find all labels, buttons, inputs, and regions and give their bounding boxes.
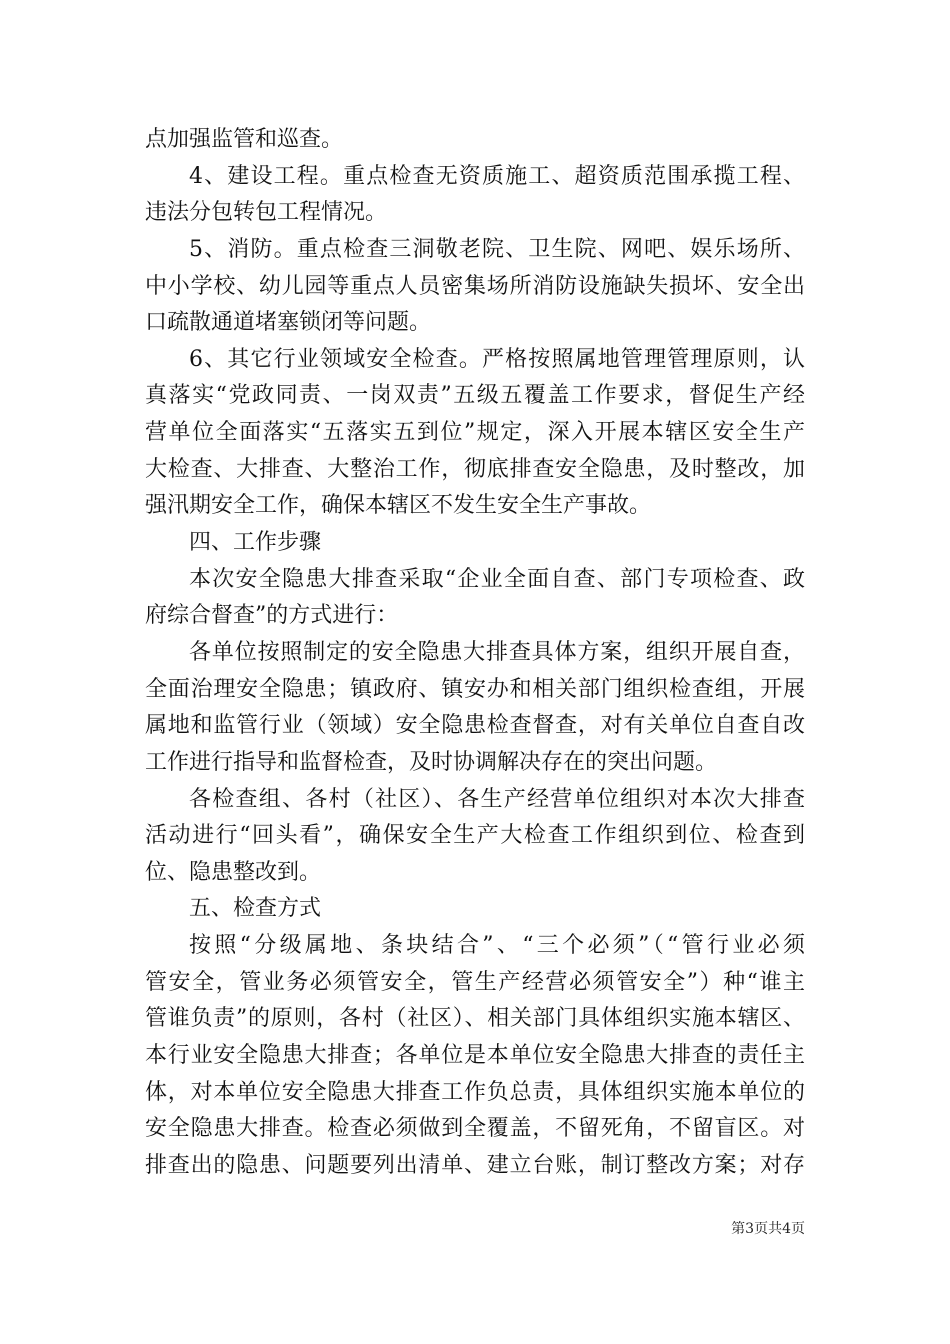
paragraph: [145, 635, 805, 782]
text-line: 工作进行指导和监督检查，及时协调解决存在的突出问题。: [145, 749, 718, 775]
text-line: 本次安全隐患大排查采取“企业全面自查、部门专项检查、政: [189, 566, 805, 592]
document-body: [145, 122, 805, 1185]
text-line: 违法分包转包工程情况。: [145, 200, 388, 226]
text-line: 活动进行“回头看”，确保安全生产大检查工作组织到位、检查到: [145, 823, 805, 849]
text-line: 位、隐患整改到。: [145, 859, 322, 885]
text-line: 管谁负责”的原则，各村（社区）、相关部门具体组织实施本辖区、: [145, 1006, 805, 1032]
text-line: 安全隐患大排查。检查必须做到全覆盖，不留死角，不留盲区。对: [145, 1116, 805, 1142]
text-line: 中小学校、幼儿园等重点人员密集场所消防设施缺失损坏、安全出: [145, 273, 805, 299]
text-line: 大检查、大排查、大整治工作，彻底排查安全隐患，及时整改，加: [145, 456, 805, 482]
paragraph: [145, 159, 805, 232]
text-line: 真落实“党政同责、一岗双责”五级五覆盖工作要求，督促生产经: [145, 383, 805, 409]
text-line: 各检查组、各村（社区）、各生产经营单位组织对本次大排查: [189, 786, 805, 812]
text-line: 6、其它行业领域安全检查。严格按照属地管理管理原则，认: [189, 346, 805, 372]
text-line: 属地和监管行业（领域）安全隐患检查督查，对有关单位自查自改: [145, 713, 805, 739]
text-line: 五、检查方式: [189, 896, 322, 922]
paragraph: [145, 562, 805, 635]
text-line: 点加强监管和巡查。: [145, 127, 344, 152]
text-line: 排查出的隐患、问题要列出清单、建立台账，制订整改方案；对存: [145, 1152, 805, 1178]
text-line: 4、建设工程。重点检查无资质施工、超资质范围承揽工程、: [189, 163, 805, 189]
paragraph: [145, 928, 805, 1184]
paragraph: [145, 525, 805, 562]
page-number: 第3页共4页: [731, 1221, 805, 1237]
text-line: 强汛期安全工作，确保本辖区不发生安全生产事故。: [145, 493, 652, 519]
text-line: 府综合督查”的方式进行：: [145, 603, 399, 629]
paragraph: [145, 122, 805, 159]
paragraph: [145, 342, 805, 525]
text-line: 按照“分级属地、条块结合”、“三个必须”（“管行业必须: [189, 933, 805, 959]
text-line: 本行业安全隐患大排查；各单位是本单位安全隐患大排查的责任主: [145, 1043, 805, 1069]
text-line: 口疏散通道堵塞锁闭等问题。: [145, 310, 432, 336]
text-line: 管安全，管业务必须管安全，管生产经营必须管安全”）种“谁主: [145, 969, 805, 995]
text-line: 各单位按照制定的安全隐患大排查具体方案，组织开展自查，: [189, 639, 805, 665]
text-line: 5、消防。重点检查三洞敬老院、卫生院、网吧、娱乐场所、: [189, 236, 805, 262]
paragraph: [145, 782, 805, 892]
paragraph: [145, 891, 805, 928]
paragraph: [145, 232, 805, 342]
text-line: 体，对本单位安全隐患大排查工作负总责，具体组织实施本单位的: [145, 1079, 805, 1105]
text-line: 全面治理安全隐患；镇政府、镇安办和相关部门组织检查组，开展: [145, 676, 805, 702]
text-line: 营单位全面落实“五落实五到位”规定，深入开展本辖区安全生产: [145, 420, 805, 446]
text-line: 四、工作步骤: [189, 530, 322, 556]
